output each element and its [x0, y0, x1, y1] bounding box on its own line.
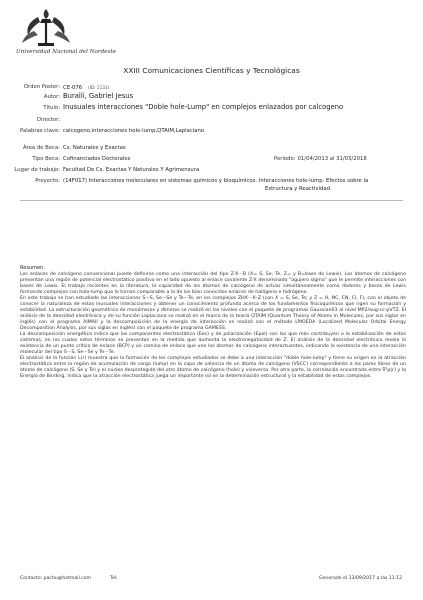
periodo-label: Período: [274, 156, 296, 162]
proyecto-value: (14F017) Interacciones moleculares en sistemas químicos y bioquímicos. Interacciones hole-lump. Efectos sobre la [63, 178, 369, 184]
university-seal-icon [16, 9, 78, 49]
university-logo [16, 9, 116, 61]
contact-email: Contacto: pachu@hotmail.com [20, 576, 92, 581]
palabras-label: Palabras clave: [20, 128, 60, 134]
orden-value-wrap [63, 84, 109, 92]
abstract-heading: Resumen: [20, 265, 45, 271]
proyecto-value-line2: Estructura y Reactividad. [265, 186, 332, 192]
abstract-paragraph: Los enlaces de calcógeno convencional puede definirse como una interacción del tipo Z-X···B (X= S, Se, Te, Z= y B=base de Lewis). Los átomos de calcógeno presentan una región de potencial electrostático positivo en el lado opuesto al enlace covalente Z-X denominado "agujero sigma" que le permite interacciones con bases de Lewis. El trabajo recientes en la literatura, la capacidad de los átomos de calcógeno de actuar simultáneamente como dadores y bases de Lewis formando complejos con hole-lump que lo tornan comparable a la de los bien conocidos enlaces de halógeno e hidrógeno. [20, 271, 406, 295]
generated-timestamp: Generado el 13/09/2017 a las 11:12 [319, 576, 402, 581]
event-title: XXIII Comunicaciones Científicas y Tecnológicas [123, 66, 300, 75]
abstract [20, 265, 406, 380]
tipo-value: Cofinanciados Doctorales [63, 156, 131, 162]
abstract-paragraph: La descomposición energética indica que las componentes electrostática (Ees) y de polarización (Epol) son las que más contribuyen a la estabilización de estos sistemas, en los cuales estos términos se presentan en la medida que aumenta la electronegatividad de Z. El análisis de la densidad electrónica revela la existencia de un punto crítico de enlace (BCP) y un camino de enlace que une los átomos de calcógeno interactuantes, indicando la existencia de una interacción molecular del tipo S···S, Se···Se y Te···Te. [20, 332, 406, 356]
divider [20, 200, 403, 201]
lugar-label: Lugar de trabajo: [14, 167, 60, 173]
periodo [272, 156, 367, 163]
abstract-paragraph: En este trabajo se han estudiado las interacciones S···S, Se···Se y Te···Te, en los complejos ZHX···X–Z (con X = S, Se, Te; y Z = H, NC, CN, Cl, F), con el objeto de conocer la naturaleza de estas inusuales interacciones y obtener un conocimiento profundo acerca de los fundamentos fisicoquímicos que rigen su formación y estabilidad. La estructuración geométrica de monómeros y dímeros se realizó en los niveles con el paquete de programas Gaussian03 al nivel MP2/aug-cc-pVTZ. El análisis de la densidad electrónica y de su función Laplaciana se realizó en el marco de la teoría QTAIM (Quantum Theory of Atoms in Molecules, por sus siglas en inglés) con el programa AIMAll y la descomposición de la energía de interacción se realizó con el método LMOEDA (Localized Molecular Orbital Energy Decomposition Analysis, por sus siglas en inglés) con el paquete de programa GAMESS. [20, 295, 406, 331]
orden-id: (ID: 1133) [88, 85, 110, 90]
autor-value: Buralli, Gabriel Jesus [63, 92, 134, 100]
director-label: Director: [37, 117, 60, 123]
tipo-label: Tipo Beca: [32, 156, 60, 162]
autor-label: Autor: [43, 94, 60, 100]
abstract-paragraph: El análisis de la función L(r) muestra que la formación de los complejos estudiados se debe a una interacción "doble hole-lump" y tiene su origen en la atracción electrostática entre la región de acumulación de carga (lump) en la capa de valencia de un átomo de calcógeno (VSCC) correspondiente a los pares libres de un átomo de calcógeno (S, Se y Te) y el núcleo desprotegido del otro átomo de calcógeno (hole) y viceversa. Por otra parte, la correlación encontrada entre ∇²ρ(r) y la Energía de Binding, indica que la atracción electrostática juega un importante rol en la determinación estructural y la estabilidad de estos complejos. [20, 356, 406, 380]
orden-label: Orden Poster: [23, 84, 60, 90]
orden-value: CE-076 [63, 85, 83, 91]
titulo-label: Título: [43, 105, 60, 111]
area-label: Área de Beca: [22, 145, 60, 151]
university-name: Universidad Nacional del Nordeste [16, 49, 116, 55]
periodo-value: 01/04/2013 al 31/03/2018 [297, 156, 367, 162]
phone-label: Tel: [110, 576, 118, 581]
palabras-value: calcogeno,interacciones hole-lump,QTAIM,Laplaciano [63, 128, 205, 134]
titulo-value: Inusuales interacciones "Doble hole-Lump" en complejos enlazados por calcogeno [63, 103, 344, 111]
proyecto-label: Proyecto: [35, 178, 60, 184]
area-value: Cs. Naturales y Exactas [63, 145, 126, 151]
lugar-value: Facultad De Cs. Exactas Y Naturales Y Agrimensura [63, 167, 200, 173]
